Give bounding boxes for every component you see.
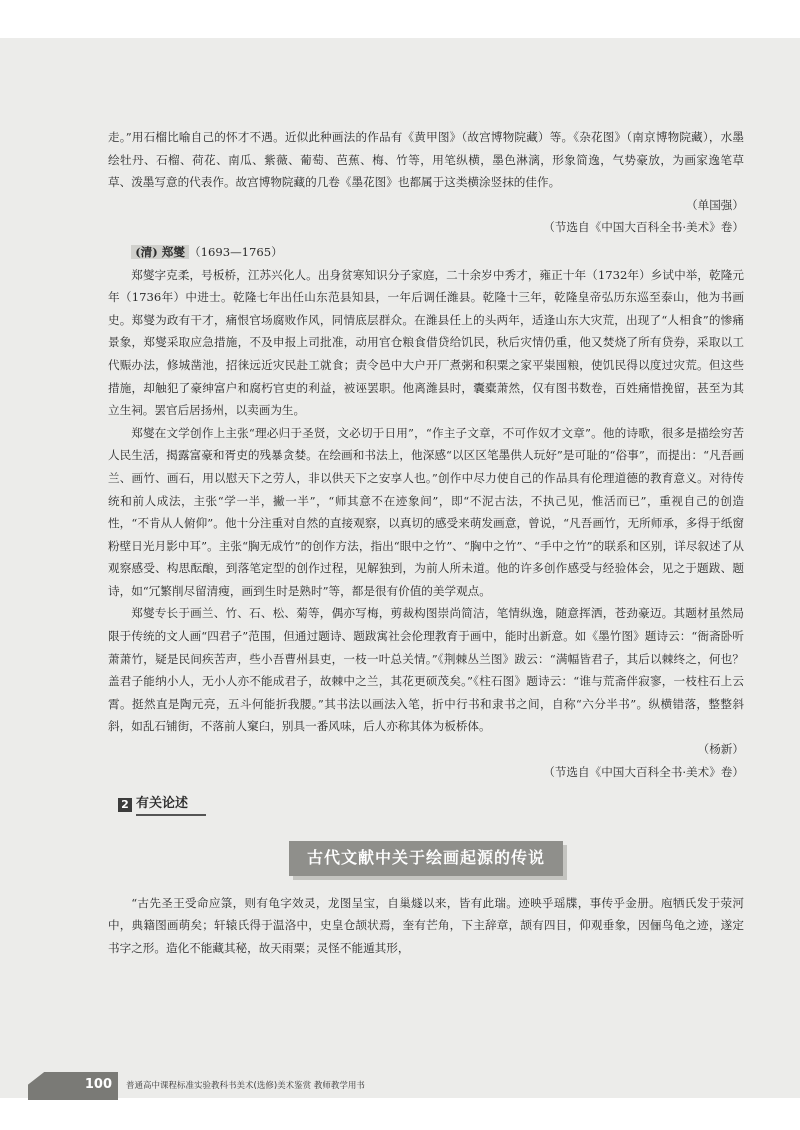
footer-book-title: 普通高中课程标准实验教科书美术(选修)美术鉴赏 教师教学用书 xyxy=(126,1081,365,1091)
author-attribution: （杨新） xyxy=(697,742,744,757)
source-citation: （节选自《中国大百科全书·美术》卷） xyxy=(543,220,744,235)
book-page xyxy=(0,38,800,1098)
banner-wrapper xyxy=(108,841,744,876)
paragraph: 郑燮在文学创作上主张“理必归于圣贤，文必切于日用”，“作主子文章，不可作奴才文章”。他的诗歌，很多是描绘穷苦人民生活，揭露富豪和胥吏的残暴贪婪。在绘画和书法上，他深感“以区区笔墨供人玩好”是可耻的“俗事”，而提出：“凡吾画兰、画竹、画石，用以慰天下之劳人，非以供天下之安享人也。”创作中尽力使自己的作品具有伦理道德的教育意义。对待传统和前人成法，主张“学一半，撇一半”，“师其意不在迹象间”，即“不泥古法，不执己见，惟活而已”，重视自己的创造性，“不肯从人俯仰”。他十分注重对自然的直接观察，以真切的感受来萌发画意，曾说，“凡吾画竹，无所师承，多得于纸窗粉壁日光月影中耳”。主张“胸无成竹”的创作方法，指出“眼中之竹”、“胸中之竹”、“手中之竹”的联系和区别，详尽叙述了从观察感受、构思酝酿，到落笔定型的创作过程，见解独到，为前人所未道。他的许多创作感受与经验体会，见之于题跋、题诗，如“冗繁削尽留清瘦，画到生时是熟时”等，都是很有价值的美学观点。 xyxy=(108,425,744,598)
page-number: 100 xyxy=(84,1077,112,1092)
page-content xyxy=(108,126,744,960)
page-footer xyxy=(0,1046,800,1096)
paragraph: 走。”用石榴比喻自己的怀才不遇。近似此种画法的作品有《黄甲图》（故宫博物院藏）等。《杂花图》（南京博物院藏），水墨绘牡丹、石榴、荷花、南瓜、紫薇、葡萄、芭蕉、梅、竹等，用笔纵横，墨色淋漓，形象简逸，气势豪放，为画家逸笔草草、泼墨写意的代表作。故宫博物院藏的几卷《墨花图》也都属于这类横涂竖抹的佳作。 xyxy=(108,130,744,190)
paragraph: 郑燮专长于画兰、竹、石、松、菊等，偶亦写梅，剪裁构图崇尚简洁，笔情纵逸，随意挥洒，苍劲豪迈。其题材虽然局限于传统的文人画“四君子”范围，但通过题诗、题跋寓社会伦理教育于画中，能时出新意。如《墨竹图》题诗云：“衙斋卧听萧萧竹，疑是民间疾苦声，些小吾曹州县吏，一枝一叶总关情。”《荆棘丛兰图》跋云：“满幅皆君子，其后以棘终之，何也？盖君子能纳小人，无小人亦不能成君子，故棘中之兰，其花更硕茂矣。”《柱石图》题诗云：“谁与荒斋伴寂寥，一枝柱石上云霄。挺然直是陶元亮，五斗何能折我腰。”其书法以画法入笔，折中行书和隶书之间，自称“六分半书”。纵横错落，整整斜斜，如乱石铺街，不落前人窠臼，别具一番风味，后人亦称其体为板桥体。 xyxy=(108,606,744,734)
section-number: 2 xyxy=(118,798,132,812)
artist-subheading xyxy=(108,241,744,264)
author-attribution: （单国强） xyxy=(686,197,744,212)
article-banner-title: 古代文献中关于绘画起源的传说 xyxy=(289,841,563,876)
paragraph: “古先圣王受命应箓，则有龟字效灵，龙图呈宝，自巢燧以来，皆有此瑞。迹映乎瑶牒，事传乎金册。庖牺氏发于荥河中，典籍图画萌矣；轩辕氏得于温洛中，史皇仓颉状焉，奎有芒角，下主辞章，颉有四目，仰观垂象，因俪鸟龟之迹，遂定书字之形。造化不能藏其秘，故天雨粟；灵怪不能遁其形， xyxy=(108,895,744,955)
artist-years: （1693—1765） xyxy=(188,244,283,259)
source-citation: （节选自《中国大百科全书·美术》卷） xyxy=(543,764,744,779)
section-title: 有关论述 xyxy=(136,794,206,816)
paragraph: 郑燮字克柔，号板桥，江苏兴化人。出身贫寒知识分子家庭，二十余岁中秀才，雍正十年（1732年）乡试中举，乾隆元年（1736年）中进士。乾隆七年出任山东范县知县，一年后调任潍县。乾隆十三年，乾隆皇帝弘历东巡至泰山，他为书画史。郑燮为政有干才，痛恨官场腐败作风，同情底层群众。在潍县任上的头两年，适逢山东大灾荒，出现了“人相食”的惨痛景象，郑燮采取应急措施，不及申报上司批准，动用官仓粮食借贷给饥民，秋后灾情仍重，他又焚烧了所有贷券，采取以工代赈办法，修城凿池，招徕远近灾民赴工就食；责令邑中大户开厂煮粥和积粟之家平粜囤粮，使饥民得以度过灾荒。但这些措施，却触犯了豪绅富户和腐朽官吏的利益，被诬罢职。他离潍县时，囊橐萧然，仅有图书数卷，百姓痛惜挽留，甚至为其立生祠。罢官后居扬州，以卖画为生。 xyxy=(108,267,744,418)
artist-name: (清) 郑燮 xyxy=(131,245,189,259)
section-heading xyxy=(118,793,744,817)
